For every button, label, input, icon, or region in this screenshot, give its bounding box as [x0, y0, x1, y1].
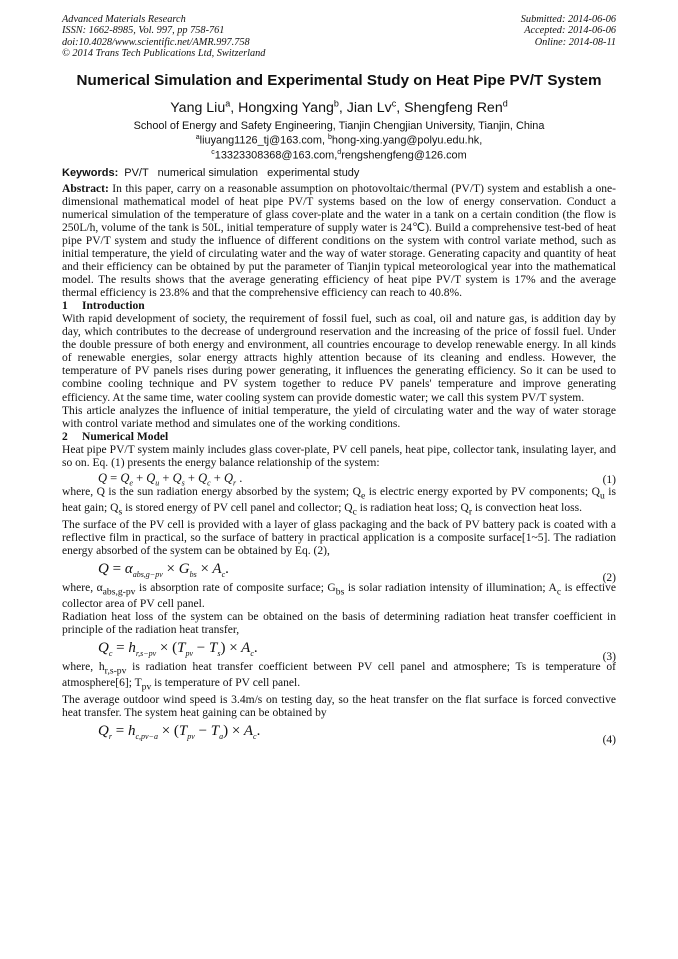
equation-2 — [62, 558, 616, 582]
accepted-date: Accepted: 2014-06-06 — [524, 25, 616, 37]
submitted-date: Submitted: 2014-06-06 — [520, 14, 616, 25]
keywords-label: Keywords: — [62, 166, 119, 179]
equation-2-number: (2) — [602, 571, 616, 584]
author: Jian Lv$^c$, — [346, 98, 405, 116]
copyright: © 2014 Trans Tech Publications Ltd, Switzerland — [62, 47, 266, 59]
equation-2-body: $Q = \alpha_{abs,g-pv} \times G_{bs} \times A_c$. — [98, 560, 229, 579]
author: Hongxing Yang$^b$, — [238, 98, 347, 116]
equation-1-body: $Q = Q_e + Q_u + Q_s + Q_c + Q_r$ . — [98, 470, 243, 488]
author: Shengfeng Ren$^d$ — [404, 98, 508, 116]
equation-1-number: (1) — [602, 473, 616, 486]
email-a: liuyang1126_tj@163.com — [199, 134, 322, 147]
paragraph: With rapid development of society, the requirement of fossil fuel, such as coal, oil and nature gas, is addition day by day, which contributes to the decrease of underground reservation and the increasing of the price of fossil fuel. Under the double pressure of both energy and environment, all countries encourage to develop renewable energy. In all kinds of renewable energies, solar energy attracts highly attention because of its cleaning and endless. However, the temperature of PV panels rises during power generating, it influences the generating efficiency. So it can be used to combine cooling technique and PV system together to reduce PV panels' temperature and improve generating efficiency. At the same time, water cooling system can provide domestic water; we call this system PV/T system. — [62, 313, 616, 404]
equation-3 — [62, 637, 616, 664]
equation-3-number: (3) — [602, 651, 616, 664]
email-line-1: $^a$liuyang1126_tj@163.com, $^b$hong-xing.yang@polyu.edu.hk, — [195, 134, 483, 147]
abstract-text: In this paper, carry on a reasonable assumption on photovoltaic/thermal (PV/T) system and establish a one-dimensional mathematical model of heat pipe PV/T systems based on the low of energy conservation. Conduct a numerical simulation of the temperature of glass cover-plate and the water in a tank on a certain condition (the flow is 250L/h, volume of the tank is 50L, initial temperature of supply water is 24℃). Build a comprehensive test-bed of heat pipe PV/T system and study the influence of different conditions on the system with control variate method, such as initial temperature, the yield of circulating water and the way of water storage. Generating capacity and quantity of heat and their efficiency can be obtained by put the parameter of Tianjin typical meteorological year into the mathematical model. The results shows that the average generating efficiency of heat pipe PV/T system is 17% and the average thermal efficiency is 23.8% and that the comprehensive efficiency can reach to 40.8%. — [62, 182, 616, 300]
email-d: rengshengfeng@126.com — [341, 149, 467, 162]
section-heading-numerical-model: 2 Numerical Model — [62, 430, 169, 443]
journal-header — [62, 14, 616, 59]
paragraph: This article analyzes the influence of initial temperature, the yield of circulating water and the way of water storage with control variate method and simulates one of the working conditions. — [62, 404, 616, 430]
author: Yang Liu$^a$, — [170, 98, 239, 116]
paragraph: The surface of the PV cell is provided with a layer of glass packaging and the back of PV battery pack is coated with a reflective film in practical, so the surface of battery in practical application is a composite surface[1~5]. The radiation energy absorbed of the system can be obtained by Eq. (2), — [62, 518, 616, 557]
equation-4-body: $Q_r = h_{c,pv-a} \times (T_{pv} - T_a) \times A_c$. — [98, 722, 261, 741]
paragraph: The average outdoor wind speed is 3.4m/s on testing day, so the heat transfer on the flat surface is forced convective heat transfer. The system heat gaining can be obtained by — [62, 693, 616, 719]
equation-1 — [62, 470, 616, 486]
author-list — [62, 94, 616, 117]
paragraph: where, Q is the sun radiation energy absorbed by the system; $Q_e$ is electric energy exported by PV components; $Q_u$ is heat gain; $Q_s$ is stored energy of PV cell panel and collector; $Q_c$ is radiation heat loss; $Q_r$ is convection heat loss. — [62, 485, 616, 518]
abstract — [62, 183, 616, 300]
email-marker: d — [337, 148, 342, 156]
header-left — [62, 14, 265, 59]
affiliation-block — [62, 120, 616, 162]
abstract-label: Abstract: — [62, 182, 109, 195]
email-b: hong-xing.yang@polyu.edu.hk — [331, 134, 480, 147]
equation-4-number: (4) — [602, 733, 616, 746]
header-right — [521, 14, 616, 59]
email-line-2: $^c$13323308368@163.com,$^d$rengshengfeng@126.com — [211, 148, 467, 162]
journal-name: Advanced Materials Research — [62, 14, 186, 25]
email-c: 13323308368@163.com — [214, 149, 335, 162]
body-text — [62, 300, 616, 744]
online-date: Online: 2014-08-11 — [534, 36, 616, 48]
paragraph: Radiation heat loss of the system can be obtained on the basis of determining radiation heat transfer coefficient in principle of the radiation heat transfer, — [62, 611, 616, 637]
email-marker: c — [211, 148, 215, 156]
doi: doi:10.4028/www.scientific.net/AMR.997.758 — [62, 36, 250, 48]
paper-title: Numerical Simulation and Experimental Study on Heat Pipe PV/T System — [76, 72, 602, 90]
keywords-value: PV/T numerical simulation experimental study — [124, 166, 360, 179]
issn: ISSN: 1662-8985, Vol. 997, pp 758-761 — [62, 25, 225, 37]
affiliation: School of Energy and Safety Engineering, Tianjin Chengjian University, Tianjin, China — [133, 119, 545, 132]
keywords — [62, 167, 616, 180]
email-marker: a — [195, 134, 200, 142]
paragraph: where, $\alpha_{abs,g-pv}$ is absorption rate of composite surface; $G_{bs}$ is solar radiation intensity of illumination; $A_c$ is effective collector area of PV cell panel. — [62, 581, 617, 610]
equation-3-body: $Q_c = h_{r,s-pv} \times (T_{pv} - T_s) \times A_c$. — [98, 640, 258, 659]
email-marker: b — [328, 134, 332, 142]
paragraph: Heat pipe PV/T system mainly includes glass cover-plate, PV cell panels, heat pipe, collector tank, insulating layer, and so on. Eq. (1) presents the energy balance relationship of the system: — [62, 443, 616, 469]
paragraph: where, $h_{r,s-pv}$ is radiation heat transfer coefficient between PV cell panel and atmosphere; Ts is temperature of atmosphere[6]; $T_{pv}$ is temperature of PV cell panel. — [62, 661, 616, 693]
equation-4 — [62, 720, 616, 744]
section-heading-introduction: 1 Introduction — [62, 300, 145, 313]
